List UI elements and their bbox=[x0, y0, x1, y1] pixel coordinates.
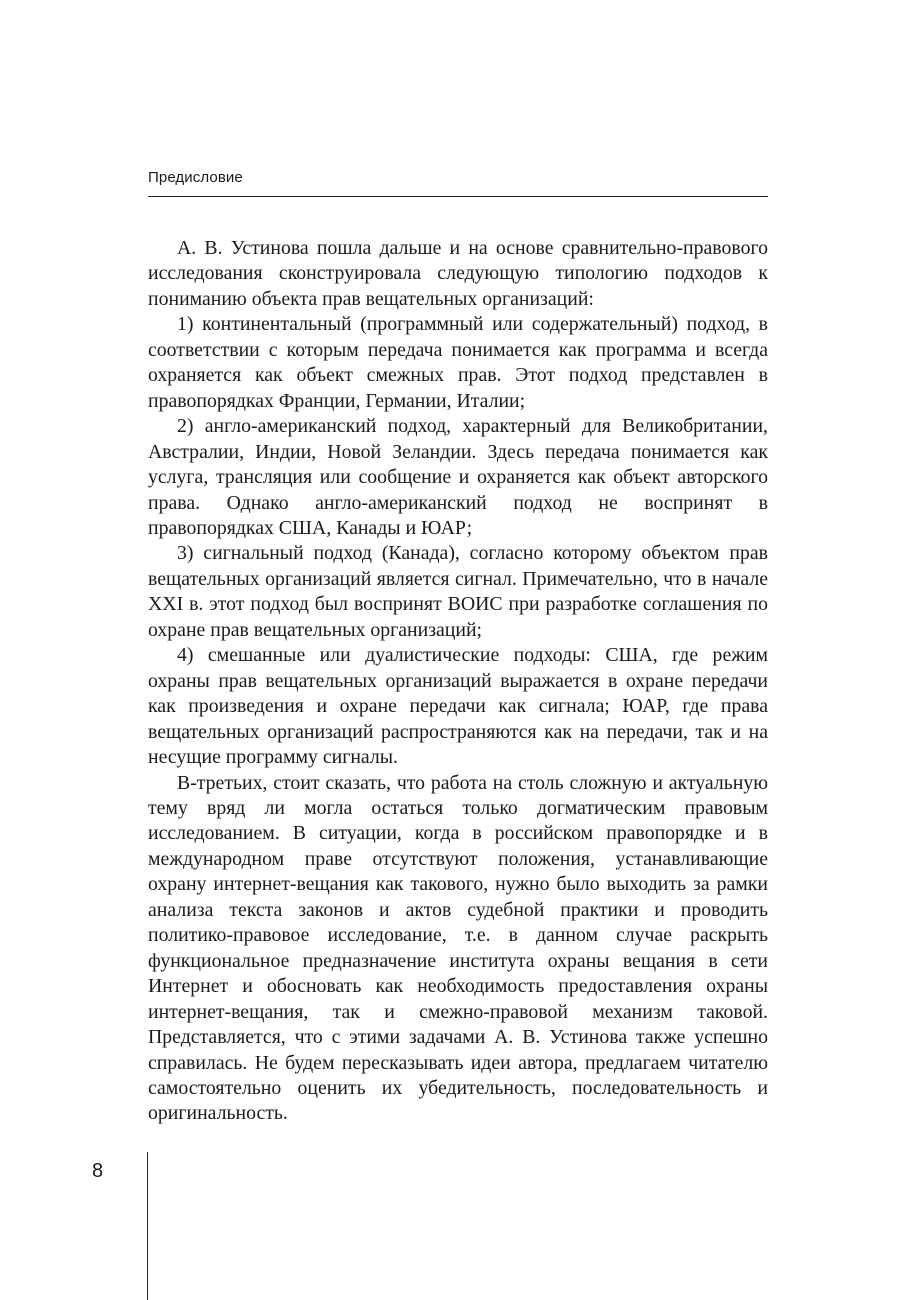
paragraph-continental-approach: 1) континентальный (программный или содержательный) подход, в соответствии с которым передача понимается как программа и всегда охраняется как объект смежных прав. Этот подход представлен в правопорядках Франции, Германии, Италии; bbox=[148, 313, 768, 412]
paragraph-typology-intro: А. В. Устинова пошла дальше и на основе сравнительно-правового исследования сконструировала следующую типологию подходов к пониманию объекта прав вещательных организаций: bbox=[148, 237, 768, 310]
margin-rule bbox=[147, 1152, 148, 1300]
paragraph-thirdly: В-третьих, стоит сказать, что работа на столь сложную и актуальную тему вряд ли могла остаться только догматическим правовым исследованием. В ситуации, когда в российском правопорядке и в международном праве отсутствуют положения, устанавливающие охрану интернет-вещания как такового, нужно было выходить за рамки анализа текста законов и актов судебной практики и проводить политико-правовое исследование, т.е. в данном случае раскрыть функциональное предназначение института охраны вещания в сети Интернет и обосновать как необходимость предоставления охраны интернет-вещания, так и смежно-правовой механизм таковой. Представляется, что с этими задачами А. В. Устинова также успешно справилась. Не будем пересказывать идеи автора, предлагаем читателю самостоятельно оценить их убедительность, последовательность и оригинальность. bbox=[148, 771, 768, 1125]
paragraph-mixed-approach: 4) смешанные или дуалистические подходы: США, где режим охраны прав вещательных организаций выражается в охране передачи как произведения и охране передачи как сигнала; ЮАР, где права вещательных организаций распространяются как на передачи, так и на несущие программу сигналы. bbox=[148, 644, 768, 769]
header-divider bbox=[148, 196, 768, 197]
page-number: 8 bbox=[92, 1160, 104, 1182]
running-header-title: Предисловие bbox=[148, 169, 243, 186]
paragraph-anglo-american-approach: 2) англо-американский подход, характерный для Великобритании, Австралии, Индии, Новой Зеландии. Здесь передача понимается как услуга, трансляция или сообщение и охраняется как объект авторского права. Однако англо-американский подход не воспринят в правопорядках США, Канады и ЮАР; bbox=[148, 415, 768, 539]
paragraph-signal-approach: 3) сигнальный подход (Канада), согласно которому объектом прав вещательных организаций является сигнал. Примечательно, что в начале XXI в. этот подход был воспринят ВОИС при разработке соглашения по охране прав вещательных организаций; bbox=[148, 542, 768, 641]
page-body-text bbox=[148, 236, 768, 1127]
